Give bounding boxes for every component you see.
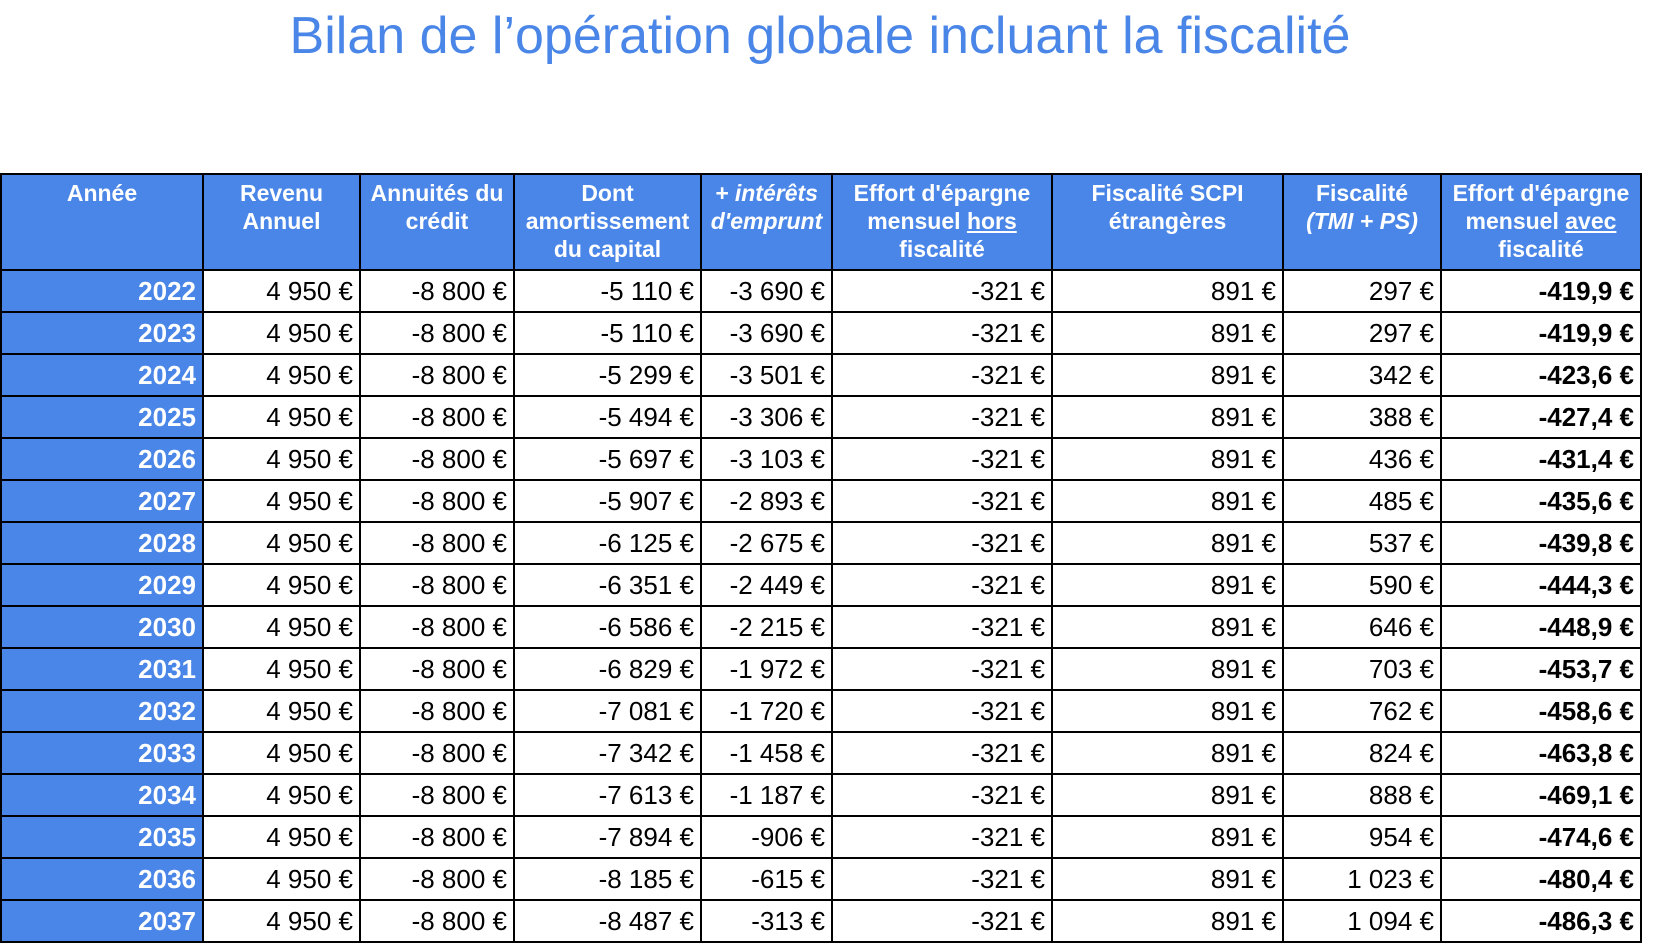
cell-fiscalite-scpi: 891 € [1052,354,1283,396]
cell-annee: 2027 [1,480,203,522]
cell-fiscalite-scpi: 891 € [1052,480,1283,522]
cell-annee: 2032 [1,690,203,732]
cell-revenu: 4 950 € [203,354,360,396]
cell-interets: -3 103 € [701,438,832,480]
cell-annuites: -8 800 € [360,732,514,774]
col-header-amortissement: Dont amortissement du capital [514,174,701,270]
table-row [1,648,1641,690]
cell-revenu: 4 950 € [203,648,360,690]
cell-fiscalite-scpi: 891 € [1052,816,1283,858]
cell-amortissement: -7 342 € [514,732,701,774]
col-header-effort-avec: Effort d'épargne mensuel avec fiscalité [1441,174,1641,270]
table-row [1,858,1641,900]
table-header [1,174,1641,270]
cell-revenu: 4 950 € [203,732,360,774]
cell-fiscalite: 537 € [1283,522,1441,564]
cell-annee: 2028 [1,522,203,564]
cell-amortissement: -5 697 € [514,438,701,480]
cell-effort-avec: -423,6 € [1441,354,1641,396]
cell-fiscalite-scpi: 891 € [1052,564,1283,606]
table-row [1,564,1641,606]
cell-fiscalite-scpi: 891 € [1052,648,1283,690]
cell-annee: 2029 [1,564,203,606]
table-row [1,438,1641,480]
cell-effort-hors: -321 € [832,270,1052,312]
cell-effort-hors: -321 € [832,816,1052,858]
col-header-annee: Année [1,174,203,270]
cell-revenu: 4 950 € [203,900,360,942]
cell-interets: -906 € [701,816,832,858]
cell-effort-avec: -463,8 € [1441,732,1641,774]
cell-revenu: 4 950 € [203,312,360,354]
cell-effort-hors: -321 € [832,522,1052,564]
cell-effort-hors: -321 € [832,774,1052,816]
table-row [1,900,1641,942]
cell-annee: 2026 [1,438,203,480]
cell-interets: -2 449 € [701,564,832,606]
cell-revenu: 4 950 € [203,816,360,858]
cell-effort-hors: -321 € [832,858,1052,900]
table-row [1,396,1641,438]
cell-annuites: -8 800 € [360,816,514,858]
cell-fiscalite-scpi: 891 € [1052,732,1283,774]
cell-fiscalite: 646 € [1283,606,1441,648]
cell-revenu: 4 950 € [203,690,360,732]
cell-fiscalite-scpi: 891 € [1052,774,1283,816]
cell-revenu: 4 950 € [203,606,360,648]
cell-amortissement: -6 351 € [514,564,701,606]
table-row [1,270,1641,312]
cell-interets: -2 215 € [701,606,832,648]
table-row [1,522,1641,564]
cell-effort-avec: -444,3 € [1441,564,1641,606]
cell-interets: -313 € [701,900,832,942]
col-header-effort-hors: Effort d'épargne mensuel hors fiscalité [832,174,1052,270]
cell-amortissement: -5 907 € [514,480,701,522]
cell-fiscalite-scpi: 891 € [1052,900,1283,942]
cell-revenu: 4 950 € [203,774,360,816]
cell-amortissement: -6 586 € [514,606,701,648]
cell-annuites: -8 800 € [360,648,514,690]
cell-annee: 2033 [1,732,203,774]
table-row [1,354,1641,396]
cell-fiscalite-scpi: 891 € [1052,858,1283,900]
cell-annuites: -8 800 € [360,396,514,438]
cell-interets: -2 675 € [701,522,832,564]
cell-effort-hors: -321 € [832,480,1052,522]
cell-revenu: 4 950 € [203,522,360,564]
cell-annuites: -8 800 € [360,480,514,522]
summary-table [0,173,1642,943]
cell-fiscalite: 436 € [1283,438,1441,480]
cell-fiscalite: 824 € [1283,732,1441,774]
cell-revenu: 4 950 € [203,396,360,438]
cell-annee: 2023 [1,312,203,354]
cell-revenu: 4 950 € [203,480,360,522]
cell-fiscalite-scpi: 891 € [1052,396,1283,438]
cell-fiscalite-scpi: 891 € [1052,522,1283,564]
cell-interets: -3 690 € [701,312,832,354]
cell-amortissement: -6 125 € [514,522,701,564]
cell-fiscalite: 297 € [1283,270,1441,312]
cell-effort-avec: -469,1 € [1441,774,1641,816]
cell-amortissement: -5 494 € [514,396,701,438]
cell-interets: -3 690 € [701,270,832,312]
cell-annuites: -8 800 € [360,312,514,354]
cell-annuites: -8 800 € [360,606,514,648]
cell-effort-avec: -439,8 € [1441,522,1641,564]
cell-annee: 2036 [1,858,203,900]
cell-annee: 2037 [1,900,203,942]
cell-annee: 2025 [1,396,203,438]
cell-fiscalite: 954 € [1283,816,1441,858]
cell-fiscalite-scpi: 891 € [1052,312,1283,354]
cell-effort-avec: -419,9 € [1441,312,1641,354]
cell-amortissement: -7 894 € [514,816,701,858]
cell-fiscalite: 888 € [1283,774,1441,816]
cell-fiscalite: 1 094 € [1283,900,1441,942]
cell-effort-hors: -321 € [832,312,1052,354]
cell-effort-hors: -321 € [832,564,1052,606]
table-row [1,774,1641,816]
cell-annee: 2031 [1,648,203,690]
cell-effort-avec: -486,3 € [1441,900,1641,942]
cell-effort-hors: -321 € [832,396,1052,438]
cell-amortissement: -7 613 € [514,774,701,816]
cell-annuites: -8 800 € [360,858,514,900]
cell-revenu: 4 950 € [203,858,360,900]
table-row [1,606,1641,648]
table-body [1,270,1641,942]
col-header-interets: + intérêts d'emprunt [701,174,832,270]
cell-revenu: 4 950 € [203,564,360,606]
cell-interets: -3 306 € [701,396,832,438]
cell-annuites: -8 800 € [360,564,514,606]
cell-fiscalite-scpi: 891 € [1052,690,1283,732]
cell-fiscalite: 1 023 € [1283,858,1441,900]
table-row [1,480,1641,522]
col-header-fiscalite: Fiscalité (TMI + PS) [1283,174,1441,270]
cell-annee: 2024 [1,354,203,396]
cell-effort-avec: -427,4 € [1441,396,1641,438]
cell-interets: -1 187 € [701,774,832,816]
cell-revenu: 4 950 € [203,270,360,312]
cell-effort-avec: -453,7 € [1441,648,1641,690]
cell-revenu: 4 950 € [203,438,360,480]
table-row [1,816,1641,858]
col-header-revenu: Revenu Annuel [203,174,360,270]
cell-interets: -3 501 € [701,354,832,396]
cell-amortissement: -6 829 € [514,648,701,690]
cell-annuites: -8 800 € [360,522,514,564]
cell-annuites: -8 800 € [360,774,514,816]
cell-fiscalite-scpi: 891 € [1052,606,1283,648]
cell-fiscalite: 388 € [1283,396,1441,438]
cell-amortissement: -8 487 € [514,900,701,942]
header-row [1,174,1641,270]
cell-interets: -2 893 € [701,480,832,522]
cell-effort-hors: -321 € [832,606,1052,648]
cell-annuites: -8 800 € [360,438,514,480]
cell-effort-avec: -474,6 € [1441,816,1641,858]
cell-effort-hors: -321 € [832,690,1052,732]
cell-amortissement: -7 081 € [514,690,701,732]
col-header-annuites: Annuités du crédit [360,174,514,270]
cell-fiscalite: 485 € [1283,480,1441,522]
cell-amortissement: -5 299 € [514,354,701,396]
cell-annee: 2022 [1,270,203,312]
cell-amortissement: -8 185 € [514,858,701,900]
col-header-fiscalite-scpi: Fiscalité SCPI étrangères [1052,174,1283,270]
cell-fiscalite-scpi: 891 € [1052,438,1283,480]
cell-annuites: -8 800 € [360,270,514,312]
page-title: Bilan de l’opération globale incluant la fiscalité [289,7,1351,65]
cell-interets: -1 458 € [701,732,832,774]
cell-effort-avec: -431,4 € [1441,438,1641,480]
cell-interets: -1 720 € [701,690,832,732]
cell-fiscalite: 762 € [1283,690,1441,732]
cell-interets: -1 972 € [701,648,832,690]
cell-annee: 2030 [1,606,203,648]
cell-annuites: -8 800 € [360,900,514,942]
cell-annee: 2034 [1,774,203,816]
cell-effort-avec: -458,6 € [1441,690,1641,732]
cell-effort-hors: -321 € [832,732,1052,774]
cell-interets: -615 € [701,858,832,900]
cell-amortissement: -5 110 € [514,270,701,312]
cell-effort-hors: -321 € [832,648,1052,690]
cell-annuites: -8 800 € [360,690,514,732]
cell-effort-hors: -321 € [832,354,1052,396]
cell-fiscalite: 590 € [1283,564,1441,606]
cell-fiscalite: 297 € [1283,312,1441,354]
table-row [1,690,1641,732]
table-row [1,732,1641,774]
cell-annuites: -8 800 € [360,354,514,396]
cell-effort-avec: -480,4 € [1441,858,1641,900]
cell-effort-hors: -321 € [832,438,1052,480]
cell-effort-hors: -321 € [832,900,1052,942]
cell-effort-avec: -448,9 € [1441,606,1641,648]
cell-amortissement: -5 110 € [514,312,701,354]
cell-fiscalite-scpi: 891 € [1052,270,1283,312]
table-row [1,312,1641,354]
cell-annee: 2035 [1,816,203,858]
cell-fiscalite: 342 € [1283,354,1441,396]
cell-effort-avec: -419,9 € [1441,270,1641,312]
cell-effort-avec: -435,6 € [1441,480,1641,522]
cell-fiscalite: 703 € [1283,648,1441,690]
